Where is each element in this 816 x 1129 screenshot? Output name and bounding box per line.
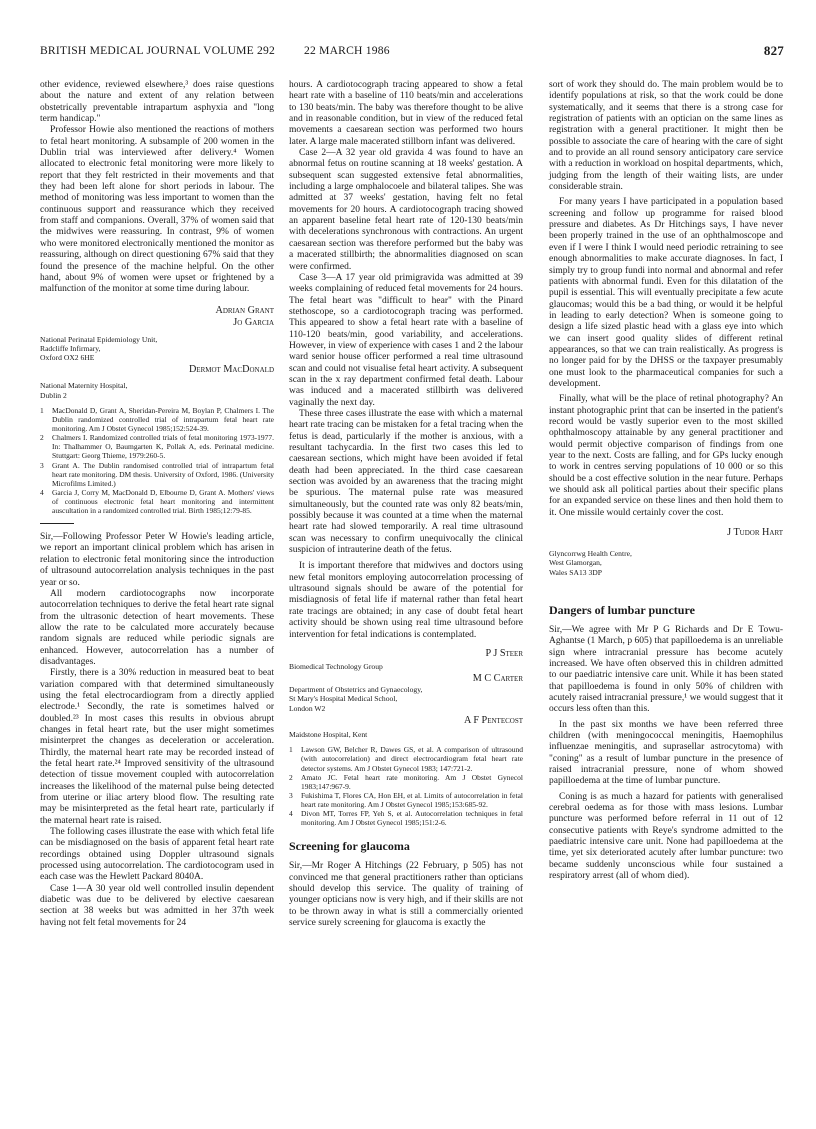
author-address: Department of Obstetrics and Gynaecology, (289, 685, 423, 695)
column-2 (289, 80, 523, 929)
paragraph: For many years I have participated in a population based screening and follow up programme for raised blood pressure and diabetes. As Dr Hitchings says, I have never been properly trained in the use of an ophthalmoscope and even if I were I think I would need periodic retraining to see enough abnormalities to make accurate diagnoses. In fact, I simply try to group fundi into normal and abnormal and refer patients with abnormal fundi. Even for this dilatation of the pupil is essential. This will eventually precipitate a few acute glaucomas; would this be a bad thing, or would it be helpful in leading to early detection? When is someone going to design a life sized plastic head with a glass eye into which we can insert good quality slides of different retinal appearances, so that we can train realistically. As progress is no longer paid for by the DHSS or the taxpayer presumably one must look to the pharmaceutical companies for such a development. (549, 197, 783, 389)
paragraph: It is important therefore that midwives and doctors using new fetal monitors employing autocorrelation processing of ultrasound signals should be aware of the potential for misdiagnosis of fetal life if maternal rather than fetal heart rate tracings are obtained; in any case of doubt fetal heart activity should be shown using real time ultrasound before intervention for fetal indications is contemplated. (289, 561, 523, 640)
author-address: Radcliffe Infirmary, (40, 343, 101, 353)
author-signature: J Tudor Hart (727, 527, 783, 539)
reference-item: 4 Divon MT, Torres FP, Yeh S, et al. Autocorrelation techniques in fetal monitoring. Am J Obstet Gynecol 1985;151:2-6. (289, 808, 523, 828)
author-address: Oxford OX2 6HE (40, 353, 95, 363)
author-signature: Dermot MacDonald (188, 364, 274, 376)
journal-title: BRITISH MEDICAL JOURNAL VOLUME 292 (40, 44, 276, 57)
author-signature: Adrian Grant (215, 304, 274, 316)
paragraph: Coning is as much a hazard for patients with generalised cerebral oedema as for those with mass lesions. Lumbar puncture was performed before referral in 11 out of 12 consecutive patients with Reye's syndrome admitted to the paediatric intensive care unit. None had papilloedema at the time, yet six deteriorated acutely after lumbar puncture: two became suddenly unconscious while four sustained a respiratory arrest (all of whom died). (549, 791, 783, 882)
author-address: Biomedical Technology Group (289, 661, 383, 671)
author-signature: M C Carter (472, 673, 523, 685)
author-address: National Maternity Hospital, (40, 381, 128, 391)
paragraph: Sir,—We agree with Mr P G Richards and Dr E Towu-Aghantse (1 March, p 605) that papilloedema is an unreliable sign where intracranial pressure has become acutely increased. We have often observed this in children admitted to our paediatric intensive care unit. While it has been stated that papilloedema is found in only 50% of children with acutely raised intracranial pressure,¹ we would suggest that it occurs less often than this. (549, 624, 783, 715)
section-title: Screening for glaucoma (289, 839, 410, 854)
reference-item: 2 Amato JC. Fetal heart rate monitoring. Am J Obstet Gynecol 1983;147:967-9. (289, 772, 523, 791)
section-title: Dangers of lumbar puncture (549, 602, 695, 617)
reference-item: 1 Lawson GW, Belcher R, Dawes GS, et al. A comparison of ultrasound (with autocorrelation) and direct electrocardiogram fetal heart rate detector systems. Am J Obstet Gynecol 1983; 147:721-2. (289, 745, 523, 773)
paragraph: Sir,—Following Professor Peter W Howie's leading article, we report an important clinical problem which has arisen in relation to electronic fetal monitoring since the introduction of ultrasound autocorrelation analysis techniques in the past year or so. (40, 532, 274, 588)
page-number: 827 (763, 43, 784, 58)
reference-item: 3 Fukishima T, Flores CA, Hon EH, et al. Limits of autocorrelation in fetal heart rate monitoring. Am J Obstet Gynecol 1985;153:685-92. (289, 790, 523, 809)
author-address: Wales SA13 3DP (549, 567, 602, 577)
reference-item: 3 Grant A. The Dublin randomised controlled trial of intrapartum fetal heart rate monitoring. DM thesis. University of Oxford, 1986. (University Microfilms Limited.) (40, 460, 274, 488)
author-address: West Glamorgan, (549, 558, 602, 568)
paragraph: other evidence, reviewed elsewhere,³ does raise questions about the nature and extent of any relation between obstetrically preventable intrapartum asphyxia and "long term handicap." (40, 80, 274, 125)
paragraph: Case 2—A 32 year old gravida 4 was found to have an abnormal fetus on routine scanning at 18 weeks' gestation. A subsequent scan suggested extensive fetal abnormalities, including a large omphalocoele and bilateral talipes. She was admitted at 37 weeks' gestation, having felt no fetal movements for 20 hours. A cardiotocograph tracing showed an apparent baseline fetal heart rate of 120-130 beats/min with decelerations synchronous with contractions. An urgent caesarean section was therefore performed but the baby was a macerated stillbirth; the abnormalities diagnosed on scan were confirmed. (289, 148, 523, 272)
author-address: National Perinatal Epidemiology Unit, (40, 334, 158, 344)
reference-item: 1 MacDonald D, Grant A, Sheridan-Pereira M, Boylan P, Chalmers I. The Dublin randomized controlled trial of intrapartum fetal heart rate monitoring. Am J Obstet Gynecol 1985;152:524-39. (40, 406, 274, 434)
paragraph: Case 1—A 30 year old well controlled insulin dependent diabetic was due to be delivered by elective caesarean section at 38 weeks but was admitted in her 37th week having not felt fetal movements for 24 (40, 883, 274, 928)
paragraph: All modern cardiotocographs now incorporate autocorrelation techniques to derive the fetal heart rate signal from the ultrasonic detection of heart movements. These allow the rate to be calculated more accurately because random signals are reduced while periodic signals are enhanced. However, autocorrelation has a number of disadvantages. (40, 588, 274, 667)
author-address: London W2 (289, 703, 326, 713)
reference-item: 4 Garcia J, Corry M, MacDonald D, Elbourne D, Grant A. Mothers' views of continuous electronic fetal heart monitoring and intermittent auscultation in a randomized controlled trial. Birth 1985;12:79-85. (40, 487, 274, 516)
author-signature: A F Pentecost (464, 715, 523, 727)
paragraph: hours. A cardiotocograph tracing appeared to show a fetal heart rate with a baseline of 110 beats/min and accelerations to 130 beats/min. The baby was therefore thought to be alive and in reasonable condition, but in view of the reduced fetal movements a caesarean section was performed two hours later. A large male macerated stillborn infant was delivered. (289, 80, 523, 147)
paragraph: Professor Howie also mentioned the reactions of mothers to fetal heart monitoring. A subsample of 200 women in the Dublin trial was interviewed after delivery.⁴ Women allocated to electronic fetal monitoring were more likely to report that they felt restricted in their movements and that they had been left alone for short periods in labour. The method of monitoring was less important to women than the continuous support and reassurance which they received from staff and companions. Overall, 37% of women said that the midwives were reassuring. In contrast, 9% of women who were monitored electronically mentioned the monitor as reassuring, although on direct questioning 67% said that they found the presence of the machine helpful. On the other hand, about 9% of women were upset or frightened by a malfunction of the monitor at some time during labour. (40, 125, 274, 295)
author-address: Maidstone Hospital, Kent (289, 730, 368, 740)
author-address: St Mary's Hospital Medical School, (289, 694, 398, 704)
author-signature: P J Steer (485, 647, 523, 659)
reference-list (40, 406, 274, 515)
reference-list (289, 745, 523, 827)
author-address: Glyncorrwg Health Centre, (549, 549, 632, 559)
paragraph: These three cases illustrate the ease with which a maternal heart rate tracing can be mistaken for a fetal tracing when the fetus is dead, particularly if the mother is anxious, with a resultant tachycardia. In the first two cases this led to caesarean sections, which might have been avoided if fetal death had been appreciated. In the third case caesarean section was avoided by an awareness that the tracing might be spurious. The maternal pulse rate was measured simultaneously, but the counted rate was only 82 beats/min, possibly because it was counted at a time when the maternal heart rate had slowed temporarily. A real time ultrasound scan was necessary to confirm unequivocally the clinical suspicion of intrauterine death of the fetus. (289, 408, 523, 556)
page-header (40, 44, 784, 60)
paragraph: In the past six months we have been referred three children (with meningococcal meningitis, Haemophilus influenzae meningitis, and suprasellar astrocytoma) with "coning" as a result of lumbar puncture in the presence of raised intracranial pressure, none of whom showed papilloedema at the time of lumbar puncture. (549, 719, 783, 787)
paragraph: Firstly, there is a 30% reduction in measured beat to beat variation compared with that determined simultaneously using the fetal electrocardiogram from a directly applied electrode.¹ Secondly, the rate is sometimes halved or doubled.²³ In most cases this results in obvious abrupt changes in fetal heart rate, but the user might sometimes misinterpret the changes as deceleration or acceleration. Thirdly, the maternal heart rate may be recorded instead of the fetal heart rate.²⁴ Improved sensitivity of the ultrasound detection of tissue movement coupled with autocorrelation increases the likelihood of the maternal pulse being detected from uterine or iliac artery blood flow. The resulting rate may be misinterpreted as the fetal heart rate, particularly if the maternal heart rate is raised. (40, 668, 274, 826)
column-3 (549, 80, 783, 883)
issue-date: 22 MARCH 1986 (304, 44, 390, 57)
paragraph: Sir,—Mr Roger A Hitchings (22 February, p 505) has not convinced me that general practitioners rather than opticians should develop this service. The quality of training of younger opticians now is very high, and if their skills are not to be thrown away in what is still a commercially oriented service surely screening for glaucoma is exactly the (289, 861, 523, 928)
paragraph: The following cases illustrate the ease with which fetal life can be misdiagnosed on the basis of apparent fetal heart rate recordings obtained using Doppler ultrasound signals processed using autocorrelation. The cardiotocogram used in each case was the Hewlett Packard 8040A. (40, 827, 274, 883)
reference-item: 2 Chalmers I. Randomized controlled trials of fetal monitoring 1973-1977. In: Thalhammer O, Baumgarten K, Pollak A, eds. Perinatal medicine. Stuttgart: Georg Thieme, 1979:260-5. (40, 433, 274, 461)
divider (40, 523, 74, 524)
author-signature: Jo Garcia (233, 316, 274, 328)
column-1 (40, 80, 274, 929)
paragraph: Case 3—A 17 year old primigravida was admitted at 39 weeks complaining of reduced fetal movements for 24 hours. The fetal heart was "difficult to hear" with the Pinard stethoscope, so a cardiotocograph tracing was performed. This appeared to show a fetal heart rate with a baseline of 110-120 beats/min, good variability, and accelerations. However, in view of experience with cases 1 and 2 the labour ward senior house officer performed a real time ultrasound scan and could not visualise fetal heart activity. A subsequent scan in the x ray department confirmed fetal death. Labour was induced and a macerated stillbirth was delivered vaginally the next day. (289, 272, 523, 408)
paragraph: Finally, what will be the place of retinal photography? An instant photographic print that can be inserted in the patient's record would be vastly superior even to the most skilled ophthalmoscopy attainable by any general practitioner and would permit objective comparison of findings from one year to the next. Costs are falling, and for GPs lucky enough to work in centres serving populations of 10 000 or so this should be a cost effective solution in the near future. Perhaps we should ask all political parties about their specific plans for an expanded service on these lines and then hold them to it. One missile would certainly cover the cost. (549, 394, 783, 518)
author-address: Dublin 2 (40, 390, 67, 400)
paragraph: sort of work they should do. The main problem would be to identify populations at risk, so that the work could be done systematically, and it seems that there is a strong case for registration of patients with an optician on the same lines as registration with a general practitioner. It might then be possible to associate the care of hearing with the care of sight and to provide an all round sensory anticipatory care service with a reduction in workload on hospital departments, which, judging from the length of their waiting lists, are under considerable strain. (549, 80, 783, 193)
